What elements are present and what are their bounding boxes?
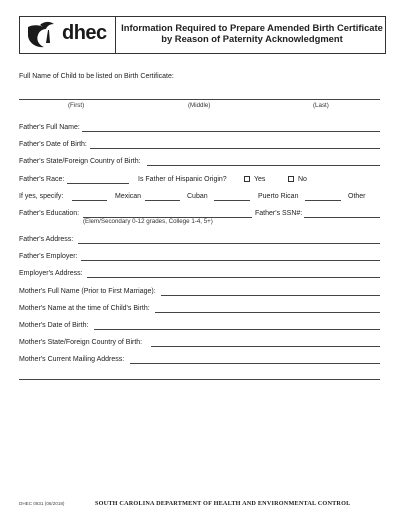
father-dob-label: Father's Date of Birth: xyxy=(19,141,87,148)
mother-name-at-birth-label: Mother's Name at the time of Child's Birth: xyxy=(19,305,150,312)
father-full-name-label: Father's Full Name: xyxy=(19,124,80,131)
form-title xyxy=(118,22,386,44)
father-employer-field[interactable] xyxy=(81,260,380,261)
father-race-field[interactable] xyxy=(67,183,129,184)
employer-address-label: Employer's Address: xyxy=(19,270,83,277)
father-state-label: Father's State/Foreign Country of Birth: xyxy=(19,158,141,165)
mexican-label: Mexican xyxy=(115,193,142,200)
mother-full-name-field[interactable] xyxy=(161,295,380,296)
mother-dob-field[interactable] xyxy=(94,329,380,330)
hispanic-no-checkbox[interactable] xyxy=(288,176,294,182)
hispanic-yes-checkbox[interactable] xyxy=(244,176,250,182)
other-field[interactable] xyxy=(305,200,341,201)
child-last-caption: (Last) xyxy=(313,102,329,109)
child-name-field[interactable] xyxy=(19,99,380,100)
father-dob-field[interactable] xyxy=(90,148,380,149)
cuban-label: Cuban xyxy=(187,193,208,200)
father-ssn-field[interactable] xyxy=(304,217,380,218)
father-address-field[interactable] xyxy=(78,243,380,244)
logo-text: dhec xyxy=(62,22,107,44)
mother-full-name-label: Mother's Full Name (Prior to First Marriage): xyxy=(19,288,156,295)
father-employer-label: Father's Employer: xyxy=(19,253,78,260)
employer-address-field[interactable] xyxy=(87,277,380,278)
father-education-hint: (Elem/Secondary 0-12 grades, College 1-4, 5+) xyxy=(83,218,213,225)
hispanic-origin-label: Is Father of Hispanic Origin? xyxy=(138,176,227,183)
mother-state-field[interactable] xyxy=(151,346,380,347)
mexican-field[interactable] xyxy=(72,200,107,201)
father-ssn-label: Father's SSN#: xyxy=(255,210,303,217)
mother-mailing-label: Mother's Current Mailing Address: xyxy=(19,356,125,363)
mother-mailing-field[interactable] xyxy=(130,363,380,364)
child-first-caption: (First) xyxy=(68,102,85,109)
father-address-label: Father's Address: xyxy=(19,236,74,243)
father-education-label: Father's Education: xyxy=(19,210,80,217)
hispanic-no-label: No xyxy=(298,176,307,183)
form-code: DHEC 0831 (06/2018) xyxy=(19,501,65,506)
mother-dob-label: Mother's Date of Birth: xyxy=(19,322,89,329)
father-race-label: Father's Race: xyxy=(19,176,65,183)
department-name: SOUTH CAROLINA DEPARTMENT OF HEALTH AND ENVIRONMENTAL CONTROL xyxy=(95,500,351,507)
form-header xyxy=(19,16,386,54)
father-state-field[interactable] xyxy=(147,165,380,166)
mother-mailing-field-line-2[interactable] xyxy=(19,379,380,380)
child-middle-caption: (Middle) xyxy=(188,102,211,109)
title-line-1: Information Required to Prepare Amended Birth Certificate xyxy=(121,22,383,33)
dhec-logo xyxy=(20,17,116,53)
title-line-2: by Reason of Paternity Acknowledgment xyxy=(161,33,343,44)
puerto-rican-field[interactable] xyxy=(214,200,250,201)
palmetto-moon-icon xyxy=(26,21,60,49)
hispanic-yes-label: Yes xyxy=(254,176,266,183)
cuban-field[interactable] xyxy=(145,200,180,201)
father-full-name-field[interactable] xyxy=(82,131,380,132)
other-label: Other xyxy=(348,193,366,200)
if-yes-specify-label: If yes, specify: xyxy=(19,193,64,200)
mother-name-at-birth-field[interactable] xyxy=(155,312,380,313)
child-name-label: Full Name of Child to be listed on Birth Certificate: xyxy=(19,73,174,80)
mother-state-label: Mother's State/Foreign Country of Birth: xyxy=(19,339,143,346)
puerto-rican-label: Puerto Rican xyxy=(258,193,299,200)
